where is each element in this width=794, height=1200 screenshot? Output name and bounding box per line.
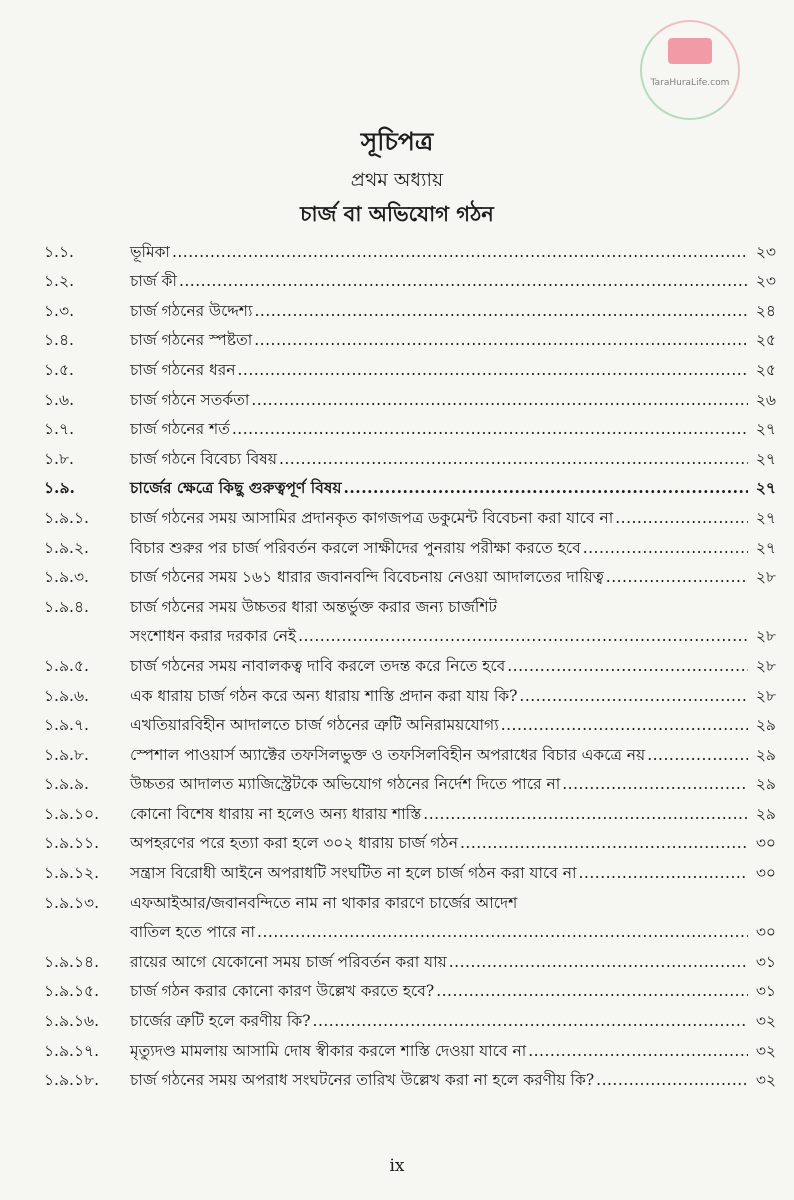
toc-entry [44, 439, 776, 469]
toc-entry [44, 262, 776, 292]
leader-dots [279, 449, 748, 469]
toc-entry-number: ১.৬. [44, 390, 74, 409]
toc-entry-title: চার্জ গঠনের সময় নাবালকত্ব দাবি করলে তদন্ত করে নিতে হবে [130, 656, 506, 675]
toc-entry [44, 558, 776, 588]
leader-dots [507, 656, 748, 676]
leader-dots [232, 419, 748, 439]
toc-entry-number: ১.৯.১৫. [44, 982, 100, 1001]
toc-entry-page: ২৭ [755, 478, 776, 498]
toc-entry-title: এখতিয়ারবিহীন আদালতে চার্জ গঠনের ত্রুটি অনিরাময়যোগ্য [130, 716, 499, 735]
toc-entry-title: চার্জ গঠনের শর্ত [130, 420, 230, 439]
toc-entry-title: মৃত্যুদণ্ড মামলায় আসামি দোষ স্বীকার করলে শাস্তি দেওয়া যাবে না [130, 1041, 527, 1060]
toc-entry [44, 1061, 776, 1091]
toc-entry-page: ২৭ [755, 420, 776, 439]
toc-entry-page: ২৩ [755, 272, 776, 291]
leader-dots [562, 774, 748, 794]
toc-entry-page: ২৫ [755, 331, 776, 350]
toc-entry-number: ১.৯.৫. [44, 656, 89, 675]
toc-entry-page: ৩১ [755, 982, 776, 1001]
toc-entry-page: ২৯ [755, 716, 776, 735]
toc-entry-number: ১.২. [44, 272, 74, 291]
toc-entry-page: ৩২ [755, 1041, 776, 1060]
toc-entry-title: কোনো বিশেষ ধারায় না হলেও অন্য ধারায় শাস্তি [130, 804, 422, 823]
toc-entry-page: ২৬ [755, 390, 776, 409]
leader-dots [436, 981, 748, 1001]
toc-entry [44, 232, 776, 262]
toc-entry [44, 321, 776, 351]
leader-dots [254, 330, 748, 350]
toc-entry [44, 291, 776, 321]
toc-entry-title: এক ধারায় চার্জ গঠন করে অন্য ধারায় শাস্তি প্রদান করা যায় কি? [130, 686, 518, 705]
toc-entry [44, 350, 776, 380]
toc-entry [44, 853, 776, 883]
toc-entry-title-continued: সংশোধন করার দরকার নেই [130, 627, 297, 646]
table-of-contents [44, 232, 776, 1090]
toc-entry [44, 469, 776, 499]
toc-entry [44, 646, 776, 676]
toc-entry-title: চার্জ গঠনের সময় ১৬১ ধারার জবানবন্দি বিবেচনায় নেওয়া আদালতের দায়িত্ব [130, 568, 604, 587]
leader-dots [647, 745, 748, 765]
watermark-text: TaraHuraLife.com [650, 78, 730, 88]
toc-entry [44, 498, 776, 528]
toc-entry-page: ৩২ [755, 1012, 776, 1031]
toc-entry-number: ১.৭. [44, 420, 74, 439]
leader-dots [583, 538, 748, 558]
toc-entry [44, 380, 776, 410]
toc-entry [44, 706, 776, 736]
toc-entry-title-continued: বাতিল হতে পারে না [130, 923, 256, 942]
toc-entry-title: চার্জের ত্রুটি হলে করণীয় কি? [130, 1012, 311, 1031]
toc-entry-title: সন্ত্রাস বিরোধী আইনে অপরাধটি সংঘটিত না হলে চার্জ গঠন করা যাবে না [130, 864, 577, 883]
toc-entry-continuation [44, 617, 776, 647]
toc-entry-number: ১.৯.১৩. [44, 893, 100, 912]
toc-entry-title: চার্জ গঠনে সতর্কতা [130, 390, 250, 409]
toc-entry-page: ২৯ [755, 804, 776, 823]
toc-entry-number: ১.৯.২. [44, 538, 89, 557]
toc-entry-page: ২৮ [755, 656, 776, 675]
watermark-logo [640, 20, 740, 120]
toc-entry-number: ১.৫. [44, 360, 74, 379]
toc-entry-page: ৩০ [755, 923, 776, 942]
leader-dots [519, 686, 748, 706]
toc-entry-title: চার্জ গঠনের উদ্দেশ্য [130, 301, 253, 320]
toc-entry-number: ১.৯.১২. [44, 864, 100, 883]
leader-dots [257, 922, 748, 942]
toc-entry-number: ১.৯.৪. [44, 597, 89, 616]
toc-entry-title: উচ্চতর আদালত ম্যাজিস্ট্রেটকে অভিযোগ গঠনের নির্দেশ দিতে পারে না [130, 775, 561, 794]
leader-dots [251, 390, 748, 410]
toc-entry-number: ১.১. [44, 242, 74, 261]
chapter-label: প্রথম অধ্যায় [350, 169, 444, 191]
toc-entry-title: চার্জ গঠনের সময় উচ্চতর ধারা অন্তর্ভুক্ত করার জন্য চার্জশিট [130, 597, 497, 616]
toc-entry-title: ভূমিকা [130, 242, 170, 261]
toc-entry [44, 972, 776, 1002]
leader-dots [596, 1070, 748, 1090]
leader-dots [423, 804, 748, 824]
toc-entry-number: ১.৯.১০. [44, 804, 100, 823]
leader-dots [449, 952, 748, 972]
toc-entry-page: ২৮ [755, 627, 776, 646]
leader-dots [528, 1041, 748, 1061]
toc-entry-title: চার্জ গঠনের ধরন [130, 360, 236, 379]
toc-entry-number: ১.৯.১৭. [44, 1041, 100, 1060]
toc-entry-page: ৩১ [755, 952, 776, 971]
toc-entry-number: ১.৯.৩. [44, 568, 89, 587]
toc-entry [44, 528, 776, 558]
leader-dots [313, 1011, 748, 1031]
toc-entry-page: ২৯ [755, 745, 776, 764]
toc-entry [44, 794, 776, 824]
toc-entry-number: ১.৯.১. [44, 508, 89, 527]
toc-entry-title: চার্জ গঠন করার কোনো কারণ উল্লেখ করতে হবে? [130, 982, 435, 1001]
toc-entry-page: ২৫ [755, 360, 776, 379]
toc-entry-title: চার্জ গঠনের সময় আসামির প্রদানকৃত কাগজপত্র ডকুমেন্ট বিবেচনা করা যাবে না [130, 508, 614, 527]
page-title: সূচিপত্র [360, 127, 434, 156]
toc-entry-page: ২৪ [755, 301, 776, 320]
toc-entry-title: এফআইআর/জবানবন্দিতে নাম না থাকার কারণে চার্জের আদেশ [130, 893, 518, 912]
toc-entry-page: ২৭ [755, 508, 776, 527]
toc-entry-number: ১.৯. [44, 478, 75, 498]
toc-entry [44, 765, 776, 795]
toc-entry [44, 410, 776, 440]
watermark-mark [668, 38, 712, 64]
leader-dots [501, 715, 748, 735]
toc-entry-title: স্পেশাল পাওয়ার্স অ্যাক্টের তফসিলভুক্ত ও তফসিলবিহীন অপরাধের বিচার একত্রে নয় [130, 745, 646, 764]
toc-entry-page: ৩০ [755, 864, 776, 883]
toc-entry-title: চার্জ গঠনের সময় অপরাধ সংঘটনের তারিখ উল্লেখ করা না হলে করণীয় কি? [130, 1071, 595, 1090]
toc-entry [44, 1001, 776, 1031]
toc-entry [44, 735, 776, 765]
toc-entry-page: ২৭ [755, 449, 776, 468]
toc-entry-page: ৩২ [755, 1071, 776, 1090]
toc-entry-page: ২৭ [755, 538, 776, 557]
toc-entry-number: ১.৯.১৬. [44, 1012, 100, 1031]
toc-entry-number: ১.৩. [44, 301, 74, 320]
toc-entry-title: চার্জ গঠনের স্পষ্টতা [130, 331, 253, 350]
toc-entry-title: বিচার শুরুর পর চার্জ পরিবর্তন করলে সাক্ষীদের পুনরায় পরীক্ষা করতে হবে [130, 538, 581, 557]
toc-entry-title: চার্জ কী [130, 272, 177, 291]
toc-entry [44, 824, 776, 854]
toc-entry [44, 676, 776, 706]
toc-entry-page: ২৯ [755, 775, 776, 794]
toc-entry-page: ২৮ [755, 686, 776, 705]
leader-dots [238, 360, 749, 380]
leader-dots [460, 833, 748, 853]
toc-entry-page: ৩০ [755, 834, 776, 853]
toc-entry-title: রায়ের আগে যেকোনো সময় চার্জ পরিবর্তন করা যায় [130, 952, 447, 971]
leader-dots [579, 863, 749, 883]
leader-dots [606, 567, 748, 587]
page-number: ix [389, 1156, 405, 1176]
toc-entry [44, 1031, 776, 1061]
toc-entry-number: ১.৯.৯. [44, 775, 89, 794]
toc-entry-number: ১.৮. [44, 449, 74, 468]
toc-entry-number: ১.৯.১১. [44, 834, 100, 853]
toc-entry-page: ২৮ [755, 568, 776, 587]
toc-entry-number: ১.৯.৬. [44, 686, 89, 705]
leader-dots [344, 478, 749, 498]
toc-entry [44, 587, 776, 617]
chapter-title: চার্জ বা অভিযোগ গঠন [300, 201, 494, 226]
toc-entry-title: অপহরণের পরে হত্যা করা হলে ৩০২ ধারায় চার্জ গঠন [130, 834, 458, 853]
toc-entry-number: ১.৯.৮. [44, 745, 89, 764]
leader-dots [172, 242, 748, 262]
toc-entry-number: ১.৯.১৮. [44, 1071, 100, 1090]
toc-entry [44, 942, 776, 972]
toc-entry-number: ১.৯.৭. [44, 716, 89, 735]
toc-entry-number: ১.৪. [44, 331, 74, 350]
leader-dots [254, 301, 748, 321]
toc-entry [44, 883, 776, 913]
leader-dots [298, 626, 748, 646]
toc-entry-number: ১.৯.১৪. [44, 952, 100, 971]
leader-dots [615, 508, 748, 528]
leader-dots [179, 271, 748, 291]
toc-entry-title: চার্জ গঠনে বিবেচ্য বিষয় [130, 449, 277, 468]
toc-entry-continuation [44, 913, 776, 943]
toc-entry-title: চার্জের ক্ষেত্রে কিছু গুরুত্বপূর্ণ বিষয় [130, 478, 342, 498]
toc-entry-page: ২৩ [755, 242, 776, 261]
